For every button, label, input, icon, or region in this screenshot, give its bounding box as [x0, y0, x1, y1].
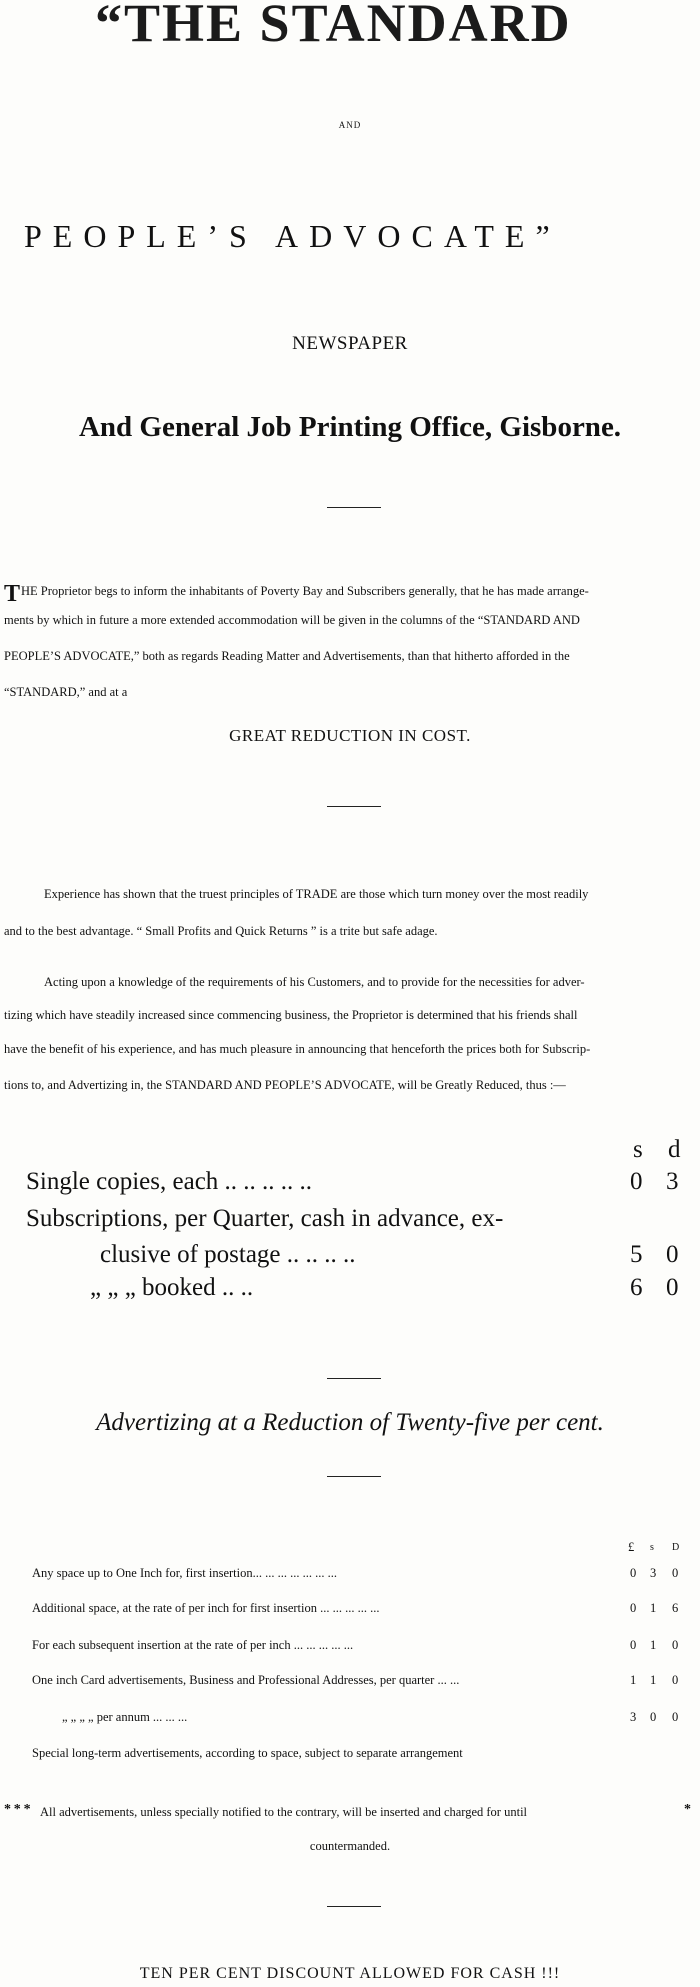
price-row-d: 0: [666, 1274, 679, 1301]
acting-line-3: have the benefit of his experience, and has much pleasure in announcing that henceforth the prices both for Subscrip-: [4, 1042, 591, 1056]
asterism-mark: * * *: [4, 1802, 31, 1817]
rate-row-pounds: 0: [630, 1638, 637, 1652]
rate-row-pounds: 3: [630, 1710, 637, 1724]
experience-line-1: Experience has shown that the truest principles of TRADE are those which turn money over the most readily: [44, 887, 589, 901]
notice-line-1: All advertisements, unless specially notified to the contrary, will be inserted and charged for until: [40, 1805, 528, 1819]
rate-row-shillings: 0: [650, 1710, 657, 1724]
price-row-d: 0: [666, 1241, 679, 1268]
masthead-conjunction: AND: [338, 120, 362, 130]
masthead-title-line2: PEOPLE’S ADVOCATE”: [24, 218, 561, 254]
section-divider: [327, 1906, 381, 1907]
rate-row-pounds: 0: [630, 1601, 637, 1615]
intro-line-1: [4, 582, 589, 606]
intro-line-2: ments by which in future a more extended accommodation will be given in the columns of the “STANDARD AND: [4, 613, 580, 627]
price-col-d: d: [668, 1136, 681, 1163]
rate-col-pounds: £: [628, 1540, 635, 1554]
section-divider: [327, 507, 381, 508]
drop-cap: T: [4, 581, 21, 607]
rate-row-label: „ „ „ „ per annum ... ... ...: [62, 1710, 188, 1724]
rate-row-shillings: 1: [650, 1673, 657, 1687]
masthead-subtitle: NEWSPAPER: [292, 333, 408, 354]
rate-row-pounds: 1: [630, 1673, 637, 1687]
price-row-label: clusive of postage .. .. .. ..: [100, 1241, 356, 1268]
office-title: And General Job Printing Office, Gisborne.: [78, 411, 622, 443]
rate-row-pence: 0: [672, 1710, 679, 1724]
rate-row-label: One inch Card advertisements, Business and Professional Addresses, per quarter ... ...: [32, 1673, 460, 1687]
rate-row-pounds: 0: [630, 1566, 637, 1580]
price-row-d: 3: [666, 1168, 679, 1195]
rate-row-label: For each subsequent insertion at the rate of per inch ... ... ... ... ...: [32, 1638, 354, 1652]
rate-row-label: Any space up to One Inch for, first insertion... ... ... ... ... ... ...: [32, 1566, 337, 1580]
experience-line-2: and to the best advantage. “ Small Profits and Quick Returns ” is a trite but safe adage.: [4, 924, 438, 938]
price-col-s: s: [633, 1136, 643, 1163]
intro-line-4: “STANDARD,” and at a: [4, 685, 128, 699]
price-row-label: Single copies, each .. .. .. .. ..: [26, 1168, 313, 1195]
long-term-note: Special long-term advertisements, according to space, subject to separate arrangement: [32, 1746, 463, 1760]
intro-line-3: PEOPLE’S ADVOCATE,” both as regards Reading Matter and Advertisements, than that hitherto afforded in the: [4, 649, 570, 663]
masthead-title-line1: “THE STANDARD: [95, 0, 572, 53]
asterism-mark-end: *: [684, 1802, 691, 1817]
section-divider: [327, 1476, 381, 1477]
rate-col-pence: D: [672, 1542, 680, 1553]
rate-row-shillings: 1: [650, 1638, 657, 1652]
rate-row-pence: 0: [672, 1566, 679, 1580]
rate-row-pence: 6: [672, 1601, 679, 1615]
price-row-s: 5: [630, 1241, 643, 1268]
section-divider: [327, 806, 381, 807]
price-row-label: Subscriptions, per Quarter, cash in advance, ex-: [26, 1205, 504, 1232]
price-row-s: 0: [630, 1168, 643, 1195]
intro-line-1-text: HE Proprietor begs to inform the inhabitants of Poverty Bay and Subscribers generally, that he has made arrange-: [21, 584, 589, 598]
section-divider: [327, 1378, 381, 1379]
cash-discount-footer: TEN PER CENT DISCOUNT ALLOWED FOR CASH !!!: [139, 1965, 561, 1982]
notice-line-2: countermanded.: [309, 1839, 391, 1853]
rate-row-pence: 0: [672, 1673, 679, 1687]
price-row-s: 6: [630, 1274, 643, 1301]
advertizing-heading: Advertizing at a Reduction of Twenty-five per cent.: [96, 1409, 604, 1436]
rate-row-pence: 0: [672, 1638, 679, 1652]
acting-line-4: tions to, and Advertizing in, the STANDARD AND PEOPLE’S ADVOCATE, will be Greatly Reduced, thus :—: [4, 1078, 566, 1092]
rate-col-shillings: s: [650, 1542, 654, 1553]
acting-line-2: tizing which have steadily increased since commencing business, the Proprietor is determined that his friends shall: [4, 1008, 578, 1022]
great-reduction-heading: GREAT REDUCTION IN COST.: [229, 726, 471, 745]
price-row-label: „ „ „ booked .. ..: [90, 1274, 254, 1301]
rate-row-label: Additional space, at the rate of per inch for first insertion ... ... ... ... ...: [32, 1601, 380, 1615]
rate-row-shillings: 1: [650, 1601, 657, 1615]
acting-line-1: Acting upon a knowledge of the requirements of his Customers, and to provide for the necessities for adver-: [44, 975, 585, 989]
rate-row-shillings: 3: [650, 1566, 657, 1580]
